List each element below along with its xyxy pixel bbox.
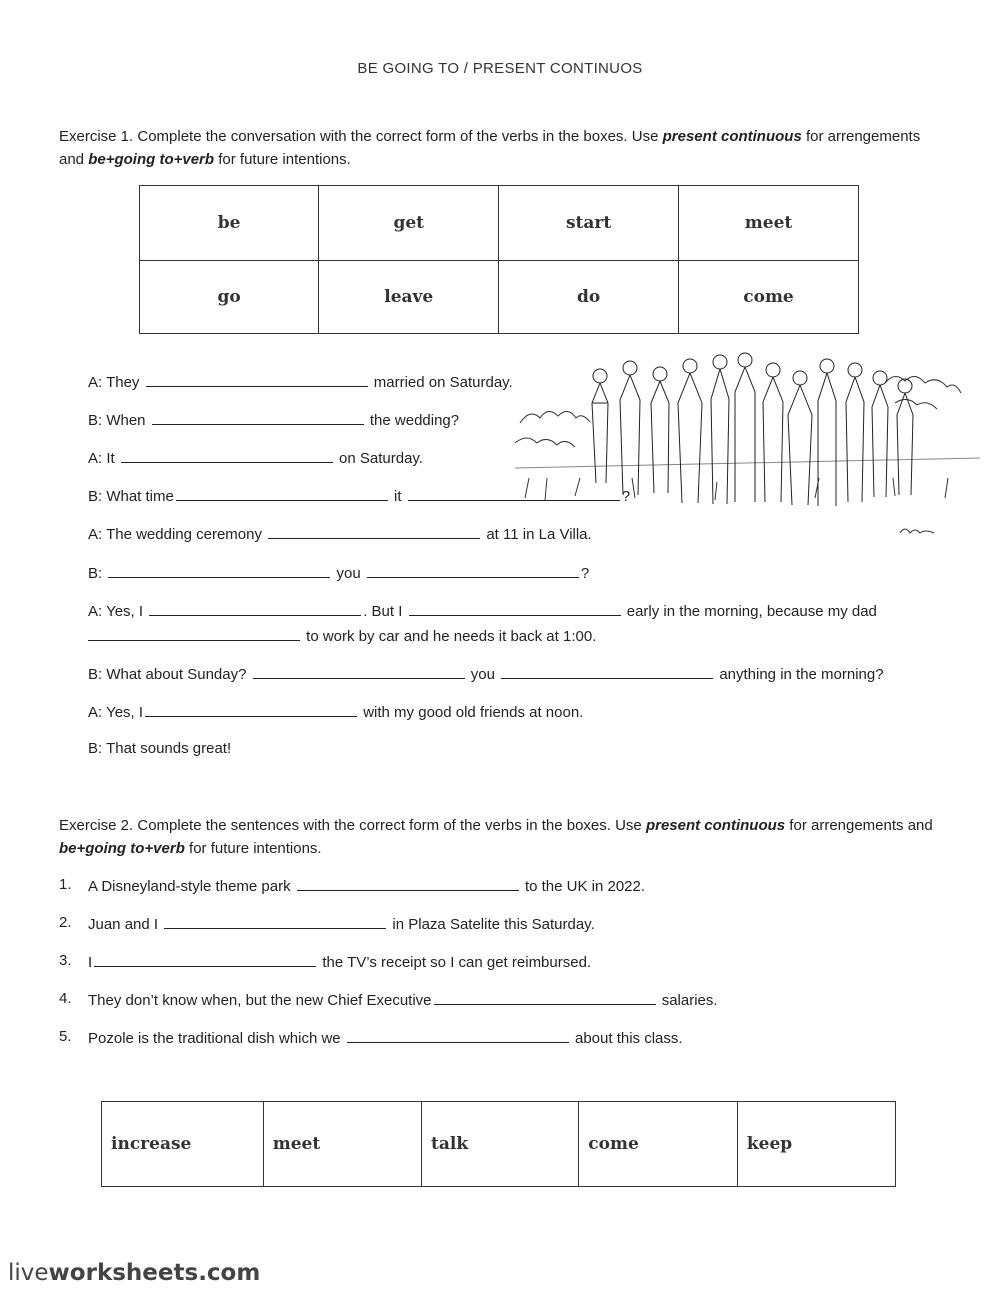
- dialogue-text: it: [394, 488, 402, 505]
- dialogue-text: early in the morning, because my dad: [626, 603, 877, 620]
- sentence-text: A Disneyland-style theme park: [88, 878, 291, 895]
- conversation-line-5: [88, 524, 592, 543]
- verb-cell: keep: [737, 1102, 895, 1187]
- page-title: BE GOING TO / PRESENT CONTINUOS: [357, 60, 643, 77]
- answer-blank[interactable]: [253, 664, 465, 679]
- verb-cell: meet: [679, 186, 859, 261]
- logo-text-tail: .com: [198, 1260, 261, 1286]
- sentence-text: to the UK in 2022.: [524, 878, 646, 895]
- sentence-text: Pozole is the traditional dish which we: [88, 1030, 341, 1047]
- item-number: 5.: [59, 1028, 72, 1045]
- conversation-line-1: [88, 372, 513, 391]
- liveworksheets-logo[interactable]: [8, 1260, 260, 1286]
- dialogue-text: anything in the morning?: [719, 666, 884, 683]
- answer-blank[interactable]: [94, 952, 316, 967]
- verb-cell: meet: [263, 1102, 421, 1187]
- conversation-line-7: [88, 601, 877, 620]
- dialogue-text: married on Saturday.: [373, 374, 513, 391]
- instruction-emphasis: be+going to+verb: [59, 840, 185, 857]
- verb-cell: increase: [102, 1102, 264, 1187]
- dialogue-text: the wedding?: [369, 412, 460, 429]
- instruction-emphasis: be+going to+verb: [88, 151, 215, 168]
- dialogue-text: B: What about Sunday?: [88, 666, 247, 683]
- exercise2-instructions: [59, 814, 939, 860]
- instruction-text: Exercise 2. Complete the sentences with the correct form of the verbs in the boxes. Use: [59, 817, 646, 834]
- verb-box-exercise1: [139, 185, 859, 334]
- answer-blank[interactable]: [268, 524, 480, 539]
- sentence-text: the TV’s receipt so I can get reimbursed.: [322, 954, 592, 971]
- sentence-text: They don’t know when, but the new Chief Executive: [88, 992, 432, 1009]
- verb-cell: go: [140, 261, 319, 334]
- instruction-text: Exercise 1. Complete the conversation with the correct form of the verbs in the boxes. Use: [59, 128, 663, 145]
- answer-blank[interactable]: [145, 702, 357, 717]
- wedding-guests-illustration: [515, 348, 980, 548]
- sentence-item-5: [88, 1028, 683, 1047]
- item-number: 2.: [59, 914, 72, 931]
- answer-blank[interactable]: [367, 563, 579, 578]
- logo-text-light: live: [8, 1260, 49, 1286]
- verb-cell: come: [679, 261, 859, 334]
- answer-blank[interactable]: [501, 664, 713, 679]
- answer-blank[interactable]: [347, 1028, 569, 1043]
- answer-blank[interactable]: [164, 914, 386, 929]
- verb-box-exercise2: [101, 1101, 896, 1187]
- answer-blank[interactable]: [176, 486, 388, 501]
- answer-blank[interactable]: [88, 626, 300, 641]
- sentence-item-3: [88, 952, 591, 971]
- conversation-line-6: [88, 563, 589, 582]
- verb-cell: talk: [422, 1102, 579, 1187]
- sentence-text: I: [88, 954, 93, 971]
- verb-cell: do: [499, 261, 679, 334]
- sentence-text: in Plaza Satelite this Saturday.: [392, 916, 595, 933]
- answer-blank[interactable]: [152, 410, 364, 425]
- dialogue-text: you: [336, 565, 361, 582]
- dialogue-text: B: When: [88, 412, 146, 429]
- verb-cell: start: [499, 186, 679, 261]
- verb-cell: get: [319, 186, 499, 261]
- dialogue-text: to work by car and he needs it back at 1:00.: [306, 628, 597, 645]
- sentence-item-1: [88, 876, 645, 895]
- item-number: 4.: [59, 990, 72, 1007]
- answer-blank[interactable]: [121, 448, 333, 463]
- conversation-line-10: [88, 702, 583, 721]
- dialogue-text: with my good old friends at noon.: [363, 704, 584, 721]
- sentence-text: Juan and I: [88, 916, 159, 933]
- dialogue-text: ?: [580, 565, 590, 582]
- dialogue-text: A: It: [88, 450, 115, 467]
- answer-blank[interactable]: [409, 601, 621, 616]
- answer-blank[interactable]: [408, 486, 620, 501]
- sentence-text: about this class.: [574, 1030, 683, 1047]
- instruction-text: for future intentions.: [184, 840, 322, 857]
- answer-blank[interactable]: [108, 563, 330, 578]
- sentence-item-2: [88, 914, 595, 933]
- dialogue-text: B:: [88, 565, 103, 582]
- dialogue-text: ?: [621, 488, 631, 505]
- item-number: 1.: [59, 876, 72, 893]
- conversation-line-8: [88, 626, 596, 645]
- answer-blank[interactable]: [149, 601, 361, 616]
- verb-cell: leave: [319, 261, 499, 334]
- conversation-line-2: [88, 410, 459, 429]
- conversation-line-11: [88, 740, 231, 757]
- dialogue-text: . But I: [363, 603, 403, 620]
- instruction-emphasis: present continuous: [645, 817, 786, 834]
- exercise1-instructions: [59, 125, 939, 171]
- instruction-text: for arrengements and: [59, 128, 921, 168]
- item-number: 3.: [59, 952, 72, 969]
- sentence-text: salaries.: [661, 992, 718, 1009]
- logo-text-bold: worksheets: [48, 1260, 199, 1286]
- instruction-emphasis: present continuous: [662, 128, 802, 145]
- answer-blank[interactable]: [434, 990, 656, 1005]
- answer-blank[interactable]: [146, 372, 368, 387]
- verb-cell: come: [579, 1102, 738, 1187]
- sentence-item-4: [88, 990, 718, 1009]
- dialogue-text: on Saturday.: [339, 450, 423, 467]
- conversation-line-3: [88, 448, 423, 467]
- dialogue-text: at 11 in La Villa.: [486, 526, 592, 543]
- dialogue-text: you: [470, 666, 495, 683]
- dialogue-text: A: They: [88, 374, 140, 391]
- dialogue-text: B: That sounds great!: [88, 740, 232, 757]
- dialogue-text: A: Yes, I: [88, 704, 144, 721]
- dialogue-text: A: Yes, I: [88, 603, 144, 620]
- instruction-text: for arrengements and: [785, 817, 933, 834]
- dialogue-text: B: What time: [88, 488, 174, 505]
- conversation-line-4: [88, 486, 630, 505]
- instruction-text: for future intentions.: [214, 151, 351, 168]
- conversation-line-9: [88, 664, 884, 683]
- verb-cell: be: [140, 186, 319, 261]
- dialogue-text: A: The wedding ceremony: [88, 526, 262, 543]
- answer-blank[interactable]: [297, 876, 519, 891]
